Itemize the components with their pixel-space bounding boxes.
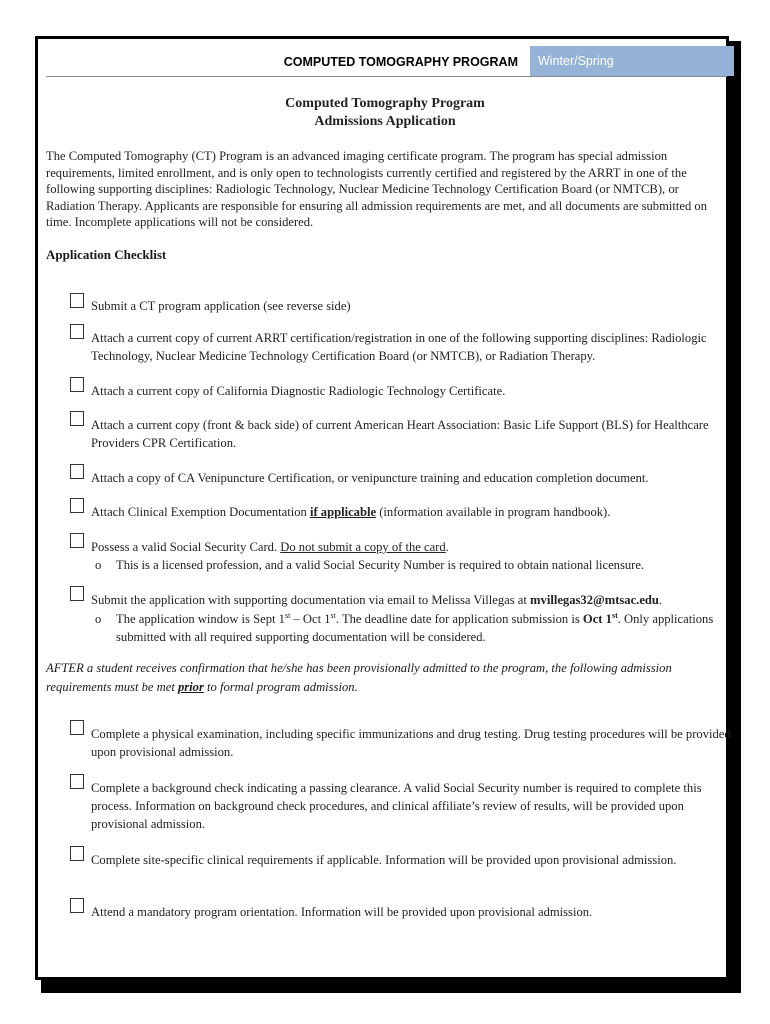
window-sup-1: st [284, 610, 291, 620]
checkbox-orientation[interactable] [70, 898, 84, 913]
window-text-b: – Oct 1 [290, 612, 331, 626]
document-title: Computed Tomography Program [285, 96, 485, 111]
checklist-item-application: Submit a CT program application (see reverse side) [91, 299, 351, 313]
checklist-item-venipuncture: Attach a copy of CA Venipuncture Certification, or venipuncture training and education completion document. [91, 471, 649, 485]
checklist-item-california-cert: Attach a current copy of California Diagnostic Radiologic Technology Certificate. [91, 384, 506, 398]
social-security-period: . [445, 540, 449, 554]
checkbox-arrt[interactable] [70, 324, 84, 339]
after-note-text: AFTER a student receives confirmation that he/she has been provisionally admitted to the program, the following admission requirements must be met [46, 661, 672, 694]
window-text-a: The application window is Sept 1 [116, 612, 285, 626]
contact-email-link[interactable]: mvillegas32@mtsac.edu [530, 593, 659, 607]
window-sup-2: st [330, 610, 336, 620]
bullet-icon: o [95, 558, 102, 572]
checkbox-submit-application[interactable] [70, 586, 84, 601]
social-security-subnote-text: This is a licensed profession, and a valid Social Security Number is required to obtain national licensure. [116, 558, 645, 572]
checkbox-background-check[interactable] [70, 774, 84, 789]
checkbox-clinical-exemption[interactable] [70, 498, 84, 513]
after-note-end: to formal program admission. [203, 680, 358, 694]
intro-paragraph: The Computed Tomography (CT) Program is an advanced imaging certificate program. The program has special admission requirements, limited enrollment, and is only open to technologists currently certified and registered by the ARRT in one of the following supporting disciplines: Radiologic Technology, Nuclear Medicine Technology Certification Board (or NMTCB), or Radiation Therapy. Applicants are responsible for ensuring all admission requirements are met, and all documents are submitted on time. Incomplete applications will not be considered. [46, 149, 707, 229]
application-window-subnote [95, 610, 726, 646]
submit-period: . [658, 593, 663, 607]
deadline-date: Oct 1 [582, 612, 612, 626]
requirement-background-check: Complete a background check indicating a passing clearance. A valid Social Security number is required to complete this process. Information on background check procedures, and clinical affiliate’s review of results, will be provided upon provisional admission. [91, 781, 702, 831]
after-admission-note [46, 659, 718, 697]
checkbox-clinical-requirements[interactable] [70, 846, 84, 861]
social-security-text: Possess a valid Social Security Card. [91, 540, 281, 554]
clinical-exemption-text: Attach Clinical Exemption Documentation [91, 505, 310, 519]
checkbox-bls[interactable] [70, 411, 84, 426]
deadline-sup: st [611, 610, 618, 620]
window-text-c: . The deadline date for application submission is [335, 612, 583, 626]
prior-emphasis: prior [177, 680, 204, 694]
checklist-item-submit [91, 591, 731, 609]
header-title: COMPUTED TOMOGRAPHY PROGRAM [283, 55, 518, 69]
checklist-item-social-security [91, 538, 731, 556]
checklist-item-bls: Attach a current copy (front & back side) of current American Heart Association: Basic Life Support (BLS) for Healthcare Providers CPR Certification. [91, 418, 709, 450]
document-page [35, 36, 729, 980]
header-term-tag: Winter/Spring [530, 46, 734, 76]
bullet-icon: o [95, 612, 102, 626]
checkbox-california-cert[interactable] [70, 377, 84, 392]
requirement-orientation: Attend a mandatory program orientation. Information will be provided upon provisional admission. [91, 905, 593, 919]
window-text-d: . Only applications submitted with all required supporting documentation will be considered. [116, 612, 714, 644]
requirement-clinical: Complete site-specific clinical requirements if applicable. Information will be provided upon provisional admission. [91, 853, 677, 867]
document-subtitle: Admissions Application [314, 114, 456, 129]
checklist-item-arrt: Attach a current copy of current ARRT certification/registration in one of the following supporting disciplines: Radiologic Technology, Nuclear Medicine Technology Certification Board (or NMTCB), or Radiation Therapy. [91, 331, 707, 363]
checkbox-physical-exam[interactable] [70, 720, 84, 735]
submit-text: Submit the application with supporting documentation via email to Melissa Villegas at [91, 593, 531, 607]
checklist-item-clinical-exemption [91, 503, 731, 521]
checkbox-application[interactable] [70, 293, 84, 308]
do-not-submit-note: Do not submit a copy of the card [280, 540, 446, 554]
social-security-subnote [95, 556, 726, 574]
checklist-heading: Application Checklist [46, 247, 167, 262]
page-header [46, 46, 727, 77]
checkbox-venipuncture[interactable] [70, 464, 84, 479]
if-applicable-emphasis: if applicable [309, 505, 377, 519]
requirement-physical-exam: Complete a physical examination, including specific immunizations and drug testing. Drug testing procedures will be provided upon provisional admission. [91, 727, 731, 759]
checkbox-social-security[interactable] [70, 533, 84, 548]
clinical-exemption-note: (information available in program handbook). [376, 505, 611, 519]
